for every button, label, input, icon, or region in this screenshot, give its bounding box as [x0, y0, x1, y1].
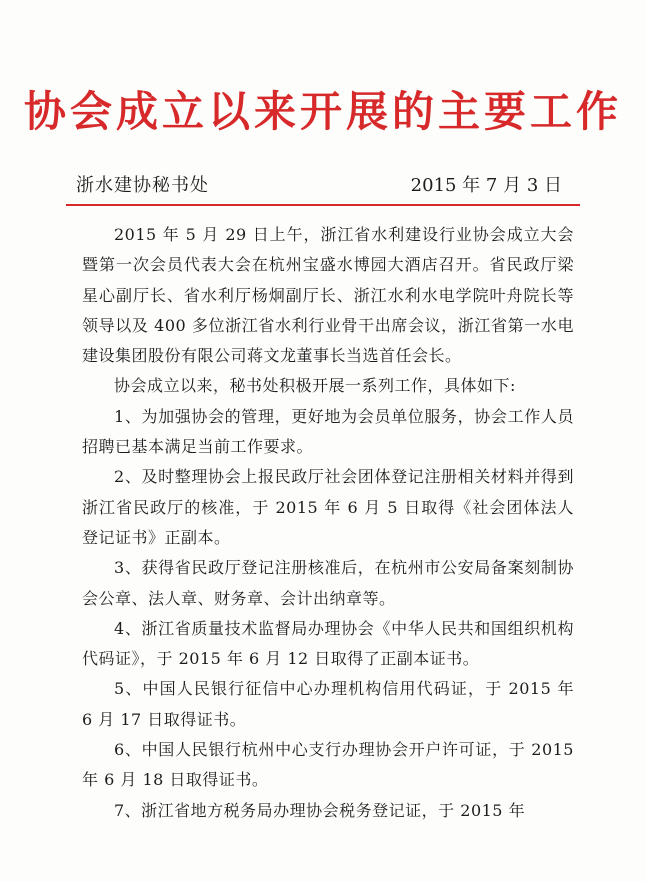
paragraph-item-7: 7、浙江省地方税务局办理协会税务登记证，于 2015 年	[114, 800, 526, 820]
document-title: 协会成立以来开展的主要工作	[23, 87, 622, 136]
issue-date: 2015 年 7 月 3 日	[410, 175, 562, 196]
document-body	[82, 220, 574, 826]
paragraph-intro: 2015 年 5 月 29 日上午，浙江省水利建设行业协会成立大会暨第一次会员代表大会在杭州宝盛水博园大酒店召开。省民政厅梁星心副厅长、省水利厅杨炯副厅长、浙江水利水电学院叶舟院长等领导以及 400 多位浙江省水利行业骨干出席会议，浙江省第一水电建设集团股份有限公司蒋文龙董事长当选首任会长。	[82, 225, 574, 366]
paragraph-summary: 协会成立以来，秘书处积极开展一系列工作，具体如下:	[114, 376, 516, 396]
header-divider	[66, 204, 580, 206]
paragraph-item-1: 1、为加强协会的管理，更好地为会员单位服务，协会工作人员招聘已基本满足当前工作要求。	[82, 406, 574, 457]
paragraph-item-4: 4、浙江省质量技术监督局办理协会《中华人民共和国组织机构代码证》，于 2015 年 6 月 12 日取得了正副本证书。	[82, 618, 574, 669]
paragraph-item-2: 2、及时整理协会上报民政厅社会团体登记注册相关材料并得到浙江省民政厅的核准，于 2015 年 6 月 5 日取得《社会团体法人登记证书》正副本。	[82, 467, 574, 547]
paragraph-item-3: 3、获得省民政厅登记注册核准后，在杭州市公安局备案刻制协会公章、法人章、财务章、会计出纳章等。	[82, 558, 574, 608]
paragraph-item-6: 6、中国人民银行杭州中心支行办理协会开户许可证，于 2015 年 6 月 18 日取得证书。	[82, 740, 574, 790]
paragraph-item-5: 5、中国人民银行征信中心办理机构信用代码证，于 2015 年 6 月 17 日取得证书。	[82, 679, 574, 729]
issuing-office: 浙水建协秘书处	[76, 175, 209, 196]
